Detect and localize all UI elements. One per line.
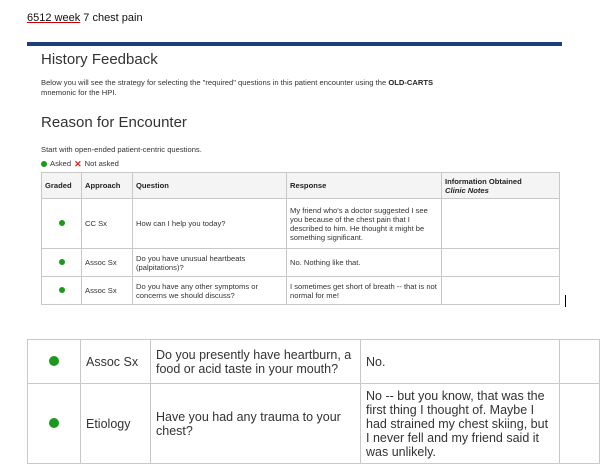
header-information-obtained <box>442 173 560 199</box>
intro-text-bold: OLD-CARTS <box>388 78 434 87</box>
asked-dot-icon <box>59 287 65 293</box>
text-cursor <box>565 295 566 307</box>
document-title-prefix: 6512 week <box>27 12 81 24</box>
clinic-notes-cell[interactable] <box>560 340 600 384</box>
response-cell: My friend who's a doctor suggested I see you because of the chest pain that I described to him. He thought it might be something significant. <box>287 199 442 249</box>
intro-text-tail: mnemonic for the HPI. <box>41 88 117 97</box>
response-cell: No. Nothing like that. <box>287 249 442 277</box>
header-question: Question <box>133 173 287 199</box>
asked-dot-icon <box>49 356 59 366</box>
table-row <box>28 340 600 384</box>
table-row <box>42 249 560 277</box>
clinic-notes-cell[interactable] <box>560 384 600 464</box>
not-asked-x-icon: ✕ <box>74 158 82 169</box>
header-graded: Graded <box>42 173 82 199</box>
graded-cell <box>28 384 81 464</box>
asked-dot-icon <box>59 259 65 265</box>
header-approach: Approach <box>82 173 133 199</box>
history-feedback-title: History Feedback <box>41 51 158 68</box>
approach-cell: Etiology <box>81 384 151 464</box>
questions-table <box>41 172 560 305</box>
response-cell: I sometimes get short of breath -- that is not normal for me! <box>287 277 442 305</box>
header-response: Response <box>287 173 442 199</box>
intro-text-main: Below you will see the strategy for selecting the "required" questions in this patient encounter using the <box>41 78 389 87</box>
history-feedback-panel <box>27 42 562 307</box>
document-title-suffix: 7 chest pain <box>80 12 143 24</box>
approach-cell: Assoc Sx <box>82 249 133 277</box>
clinic-notes-cell[interactable] <box>442 199 560 249</box>
question-cell: How can I help you today? <box>133 199 287 249</box>
table-row <box>42 199 560 249</box>
header-info-line2: Clinic Notes <box>445 185 489 195</box>
question-cell: Do you presently have heartburn, a food or acid taste in your mouth? <box>151 340 361 384</box>
questions-table-continued <box>27 339 600 464</box>
reason-for-encounter-title: Reason for Encounter <box>41 114 187 131</box>
approach-cell: CC Sx <box>82 199 133 249</box>
clinic-notes-cell[interactable] <box>442 277 560 305</box>
asked-dot-icon <box>59 220 65 226</box>
asked-dot-icon <box>41 161 47 167</box>
approach-cell: Assoc Sx <box>81 340 151 384</box>
legend <box>41 159 119 168</box>
clinic-notes-cell[interactable] <box>442 249 560 277</box>
legend-asked: Asked <box>50 159 72 168</box>
open-ended-subtext: Start with open-ended patient-centric questions. <box>41 145 202 154</box>
intro-text <box>41 78 541 98</box>
header-info-line1: Information Obtained <box>445 176 522 186</box>
graded-cell <box>42 199 82 249</box>
table-row <box>28 384 600 464</box>
graded-cell <box>28 340 81 384</box>
graded-cell <box>42 249 82 277</box>
panel-top-bar <box>27 42 562 46</box>
response-cell: No. <box>361 340 560 384</box>
document-title <box>27 12 143 24</box>
question-cell: Have you had any trauma to your chest? <box>151 384 361 464</box>
table-row <box>42 277 560 305</box>
question-cell: Do you have any other symptoms or concerns we should discuss? <box>133 277 287 305</box>
legend-not-asked: Not asked <box>84 159 119 168</box>
asked-dot-icon <box>49 418 59 428</box>
graded-cell <box>42 277 82 305</box>
question-cell: Do you have unusual heartbeats (palpitations)? <box>133 249 287 277</box>
response-cell: No -- but you know, that was the first thing I thought of. Maybe I had strained my chest skiing, but I never fell and my friend said it was unlikely. <box>361 384 560 464</box>
approach-cell: Assoc Sx <box>82 277 133 305</box>
